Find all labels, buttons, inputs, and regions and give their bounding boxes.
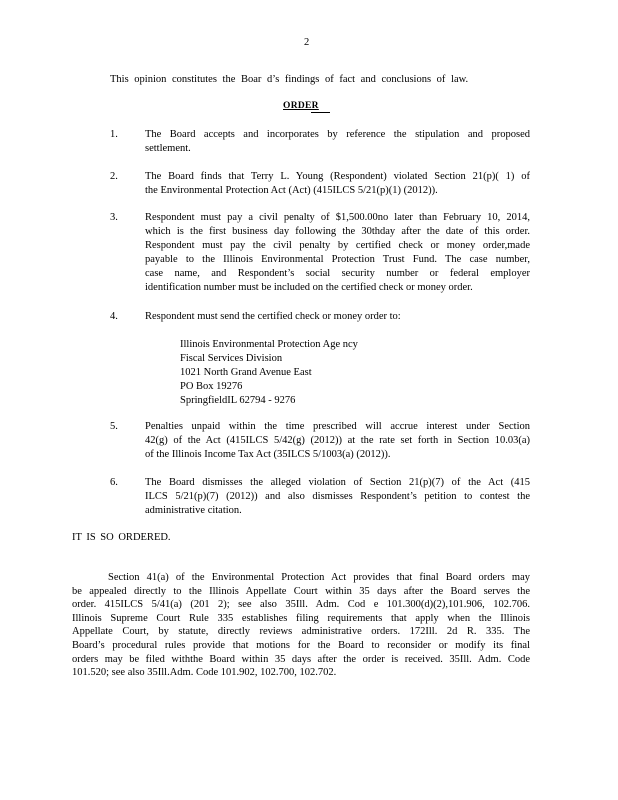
paragraph-line: Board’s procedural rules provide that motions for the Board to reconsider or modify its final bbox=[72, 639, 530, 651]
item-line: of the Illinois Income Tax Act (35ILCS 5/1003(a) (2012)). bbox=[145, 449, 391, 460]
so-ordered: IT IS SO ORDERED. bbox=[72, 532, 171, 543]
paragraph-line: Section 41(a) of the Environmental Protection Act provides that final Board orders may bbox=[108, 572, 530, 583]
address-line: PO Box 19276 bbox=[180, 381, 243, 392]
address-line: SpringfieldIL 62794 - 9276 bbox=[180, 395, 296, 406]
item-line: Penalties unpaid within the time prescribed will accrue interest under Section bbox=[145, 421, 530, 432]
item-number: 3. bbox=[110, 212, 118, 223]
item-number: 6. bbox=[110, 477, 118, 488]
order-item-1 bbox=[145, 128, 530, 156]
paragraph-line: order. 415ILCS 5/41(a) (201 2); see also 35Ill. Adm. Cod e 101.300(d)(2),101.906, 102.706. bbox=[72, 599, 530, 611]
appeal-paragraph bbox=[72, 571, 530, 680]
item-line: the Environmental Protection Act (Act) (415ILCS 5/21(p)(1) (2012)). bbox=[145, 185, 438, 196]
page-number: 2 bbox=[304, 37, 310, 48]
payment-address bbox=[180, 338, 358, 408]
paragraph-line: Illinois Supreme Court Rule 335 establishes filing requirements that apply when the Illinois bbox=[72, 612, 530, 624]
order-item-4 bbox=[145, 310, 530, 324]
item-number: 2. bbox=[110, 171, 118, 182]
order-heading: ORDER bbox=[283, 101, 319, 111]
intro-sentence: This opinion constitutes the Boar d’s findings of fact and conclusions of law. bbox=[110, 74, 469, 85]
item-line: Respondent must pay a civil penalty of $1,500.00no later than February 10, 2014, bbox=[145, 212, 530, 223]
item-line: The Board finds that Terry L. Young (Respondent) violated Section 21(p)( 1) of bbox=[145, 171, 530, 182]
order-item-2 bbox=[145, 170, 530, 198]
order-item-6 bbox=[145, 476, 530, 518]
item-number: 5. bbox=[110, 421, 118, 432]
order-heading-underline bbox=[311, 112, 330, 113]
address-line: 1021 North Grand Avenue East bbox=[180, 367, 312, 378]
item-line: Respondent must pay the civil penalty by certified check or money order,made bbox=[145, 240, 530, 251]
paragraph-line: be appealed directly to the Illinois Appellate Court within 35 days after the Board serves the bbox=[72, 585, 530, 597]
item-line: 42(g) of the Act (415ILCS 5/42(g) (2012)) at the rate set forth in Section 10.03(a) bbox=[145, 435, 530, 446]
paragraph-line: Appellate Court, by statute, directly reviews administrative orders. 172Ill. 2d R. 335. The bbox=[72, 626, 530, 638]
item-line: payable to the Illinois Environmental Protection Trust Fund. The case number, bbox=[145, 254, 530, 265]
address-line: Fiscal Services Division bbox=[180, 353, 283, 364]
paragraph-line: orders may be filed withthe Board within 35 days after the order is received. 35Ill. Adm. Code bbox=[72, 653, 530, 665]
item-line: The Board accepts and incorporates by reference the stipulation and proposed bbox=[145, 129, 530, 140]
order-item-5 bbox=[145, 420, 530, 462]
paragraph-line: 101.520; see also 35Ill.Adm. Code 101.902, 102.700, 102.702. bbox=[72, 667, 337, 679]
item-line: ILCS 5/21(p)(7) (2012)) and also dismisses Respondent’s petition to contest the bbox=[145, 491, 530, 502]
item-number: 1. bbox=[110, 129, 118, 140]
item-line: The Board dismisses the alleged violation of Section 21(p)(7) of the Act (415 bbox=[145, 477, 530, 488]
item-line: identification number must be included on the certified check or money order. bbox=[145, 282, 473, 293]
item-number: 4. bbox=[110, 311, 118, 322]
item-line: administrative citation. bbox=[145, 505, 242, 516]
item-line: Respondent must send the certified check or money order to: bbox=[145, 311, 401, 322]
item-line: which is the first business day following the 30thday after the date of this order. bbox=[145, 226, 530, 237]
item-line: case name, and Respondent’s social security number or federal employer bbox=[145, 268, 530, 279]
address-line: Illinois Environmental Protection Age ncy bbox=[180, 339, 358, 350]
item-line: settlement. bbox=[145, 143, 191, 154]
order-item-3 bbox=[145, 211, 530, 295]
